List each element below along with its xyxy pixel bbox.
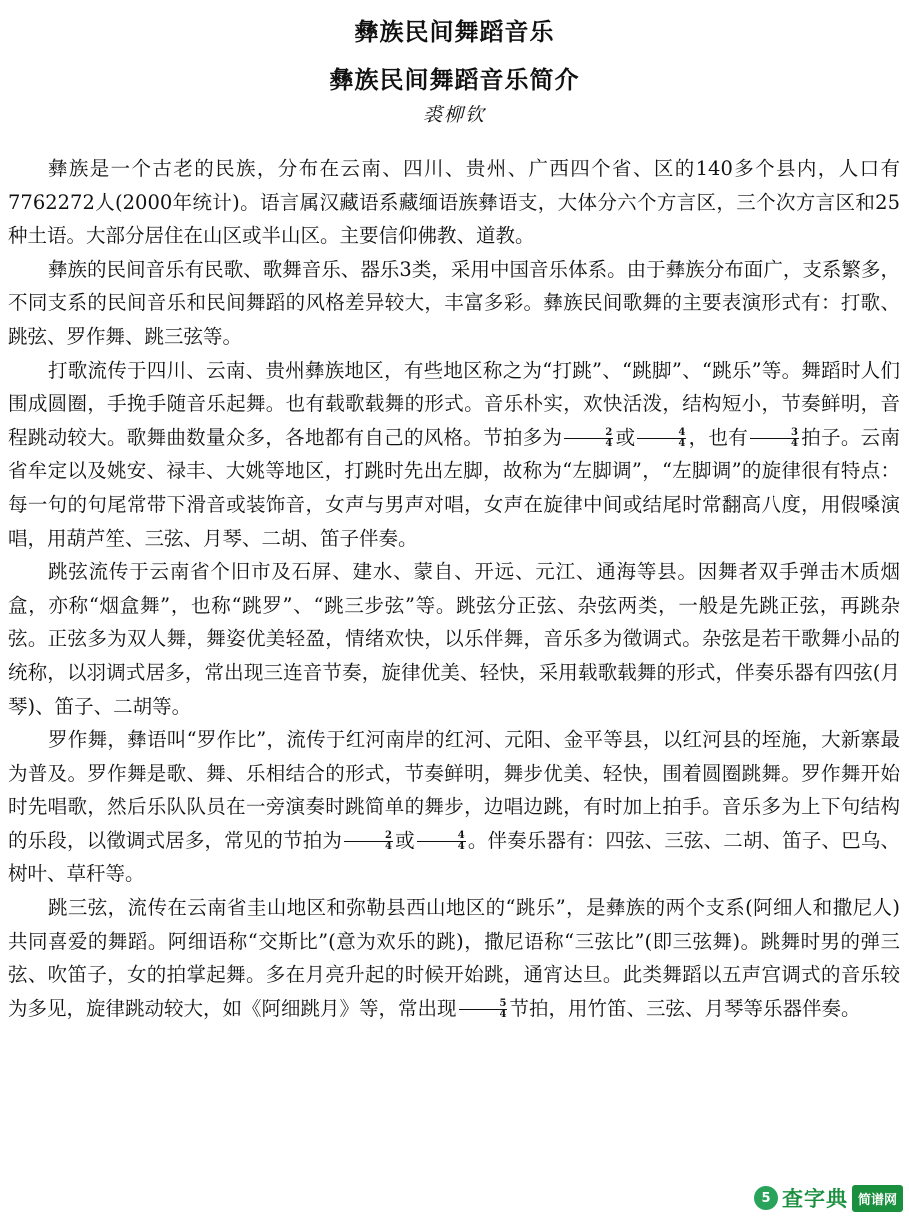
ts-numerator: 4 (637, 428, 686, 439)
site-tag: 简谱网 (852, 1185, 903, 1212)
ts-numerator: 2 (344, 831, 393, 842)
time-signature-3-4 (750, 428, 799, 449)
ts-denominator: 4 (605, 437, 613, 449)
time-signature-2-4 (344, 831, 393, 852)
paragraph-1: 彝族是一个古老的民族，分布在云南、四川、贵州、广西四个省、区的140多个县内，人口有7762272人(2000年统计)。语言属汉藏语系藏缅语族彝语支，大体分六个方言区，三个次方言区和25种土语。大部分居住在山区或半山区。主要信仰佛教、道教。 (8, 157, 900, 248)
ts-denominator: 4 (499, 1008, 507, 1020)
paragraph-3-text: 打歌流传于四川、云南、贵州彝族地区，有些地区称之为“打跳”、“跳脚”、“跳乐”等。舞蹈时人们围成圆圈，手挽手随音乐起舞。也有载歌载舞的形式。音乐朴实，欢快活泼，结构短小，节奏鲜明，音程跳动较大。歌舞曲数量众多，各地都有自己的风格。节拍多为 (8, 358, 900, 449)
paragraph-2: 彝族的民间音乐有民歌、歌舞音乐、器乐3类，采用中国音乐体系。由于彝族分布面广，支系繁多，不同支系的民间音乐和民间舞蹈的风格差异较大，丰富多彩。彝族民间歌舞的主要表演形式有：打歌、跳弦、罗作舞、跳三弦等。 (8, 257, 900, 348)
paragraph-5-text: 。伴奏乐器有：四弦、三弦、二胡、笛子、巴乌、树叶、草秆等。 (8, 828, 900, 886)
paragraph-5-text: 罗作舞，彝语叫“罗作比”，流传于红河南岸的红河、元阳、金平等县，以红河县的垤施，大新寨最为普及。罗作舞是歌、舞、乐相结合的形式，节奏鲜明，舞步优美、轻快，围着圆圈跳舞。罗作舞开始时先唱歌，然后乐队队员在一旁演奏时跳简单的舞步，边唱边跳，有时加上拍手。音乐多为上下句结构的乐段，以徵调式居多，常见的节拍为 (8, 728, 900, 852)
paragraph-5 (8, 723, 900, 891)
time-signature-4-4 (417, 831, 466, 852)
ts-numerator: 4 (417, 831, 466, 842)
ts-numerator: 3 (750, 428, 799, 439)
ts-numerator: 2 (564, 428, 613, 439)
site-name: 查字典 (781, 1187, 848, 1211)
article-body (8, 152, 900, 1025)
author-name: 裘柳钦 (422, 104, 486, 126)
ts-numerator: 5 (459, 999, 508, 1010)
time-signature-5-4 (459, 999, 508, 1020)
paragraph-3-text: ，也有 (688, 425, 749, 449)
site-logo-icon: 5 (754, 1186, 778, 1210)
paragraph-4: 跳弦流传于云南省个旧市及石屏、建水、蒙自、开远、元江、通海等县。因舞者双手弹击木质烟盒，亦称“烟盒舞”，也称“跳罗”、“跳三步弦”等。跳弦分正弦、杂弦两类，一般是先跳正弦，再跳杂弦。正弦多为双人舞，舞姿优美轻盈，情绪欢快，以乐伴舞，音乐多为徵调式。杂弦是若干歌舞小品的统称，以羽调式居多，常出现三连音节奏，旋律优美、轻快，采用载歌载舞的形式，伴奏乐器有四弦(月琴)、笛子、二胡等。 (8, 560, 900, 718)
time-signature-2-4 (564, 428, 613, 449)
paragraph-6-text: 节拍，用竹笛、三弦、月琴等乐器伴奏。 (509, 996, 861, 1020)
ts-denominator: 4 (457, 840, 465, 852)
time-signature-4-4 (637, 428, 686, 449)
paragraph-5-text: 或 (394, 828, 415, 852)
document-subtitle: 彝族民间舞蹈音乐简介 (329, 65, 580, 94)
paragraph-3-text: 或 (615, 425, 636, 449)
paragraph-3-text: 拍子。云南省牟定以及姚安、禄丰、大姚等地区，打跳时先出左脚，故称为“左脚调”，“左脚调”的旋律很有特点：每一句的句尾常带下滑音或装饰音，女声与男声对唱，女声在旋律中间或结尾时常翻高八度，用假嗓演唱，用葫芦笙、三弦、月琴、二胡、笛子伴奏。 (8, 425, 900, 550)
ts-denominator: 4 (385, 840, 392, 852)
document-title: 彝族民间舞蹈音乐 (354, 17, 555, 46)
ts-denominator: 4 (791, 437, 798, 449)
paragraph-6-text: 跳三弦，流传在云南省圭山地区和弥勒县西山地区的“跳乐”，是彝族的两个支系(阿细人和撒尼人)共同喜爱的舞蹈。阿细语称“交斯比”(意为欢乐的跳)，撒尼语称“三弦比”(即三弦舞)。跳舞时男的弹三弦、吹笛子，女的拍掌起舞。多在月亮升起的时候开始跳，通宵达旦。此类舞蹈以五声宫调式的音乐较为多见，旋律跳动较大，如《阿细跳月》等，常出现 (8, 896, 900, 1020)
paragraph-6 (8, 891, 900, 1025)
paragraph-3 (8, 354, 900, 556)
ts-denominator: 4 (678, 437, 686, 449)
site-watermark[interactable] (754, 1183, 903, 1213)
